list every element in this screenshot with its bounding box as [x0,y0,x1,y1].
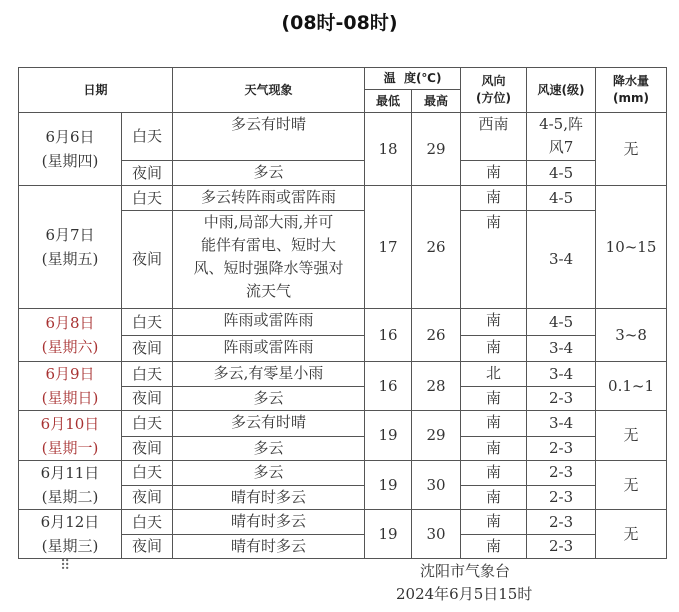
precipitation-cell: 0.1~1 [596,362,667,411]
header-weather: 天气现象 [173,68,365,113]
period-cell: 白天 [122,461,173,486]
wind-speed-cell: 2-3 [527,461,596,486]
table-row [19,186,667,211]
date-cell: 6月11日 (星期二) [19,461,122,510]
weather-cell: 阵雨或雷阵雨 [173,336,365,362]
wind-direction-cell: 南 [461,437,527,461]
low-temp-cell: 19 [365,510,412,559]
precipitation-cell: 3~8 [596,309,667,362]
period-cell: 夜间 [122,535,173,559]
date-cell: 6月7日 (星期五) [19,186,122,309]
period-cell: 夜间 [122,161,173,186]
wind-speed-cell: 2-3 [527,485,596,510]
header-low: 最低 [365,90,412,113]
precipitation-cell: 无 [596,113,667,186]
wind-direction-cell: 南 [461,161,527,186]
weather-cell: 中雨,局部大雨,并可 能伴有雷电、短时大 风、短时强降水等强对 流天气 [173,211,365,309]
wind-speed-cell: 2-3 [527,535,596,559]
wind-direction-cell: 南 [461,336,527,362]
table-row [19,362,667,387]
period-cell: 夜间 [122,336,173,362]
high-temp-cell: 26 [412,309,461,362]
low-temp-cell: 16 [365,362,412,411]
header-wind-direction: 风向 (方位) [461,68,527,113]
weather-cell: 晴有时多云 [173,535,365,559]
weather-cell: 多云有时晴 [173,113,365,161]
table-row [19,510,667,535]
weather-cell: 多云,有零星小雨 [173,362,365,387]
wind-speed-cell: 3-4 [527,362,596,387]
header-precipitation: 降水量 (mm) [596,68,667,113]
low-temp-cell: 19 [365,461,412,510]
precipitation-cell: 无 [596,461,667,510]
wind-direction-cell: 南 [461,485,527,510]
period-cell: 白天 [122,411,173,437]
high-temp-cell: 29 [412,411,461,461]
weather-cell: 多云 [173,437,365,461]
period-cell: 白天 [122,186,173,211]
wind-speed-cell: 2-3 [527,437,596,461]
wind-speed-cell: 3-4 [527,336,596,362]
wind-direction-cell: 南 [461,186,527,211]
wind-direction-cell: 南 [461,535,527,559]
precipitation-cell: 10~15 [596,186,667,309]
low-temp-cell: 17 [365,186,412,309]
table-row [19,113,667,161]
weather-cell: 多云 [173,161,365,186]
date-cell: 6月12日 (星期三) [19,510,122,559]
period-cell: 白天 [122,309,173,336]
low-temp-cell: 16 [365,309,412,362]
wind-speed-cell: 3-4 [527,411,596,437]
period-cell: 白天 [122,510,173,535]
date-cell: 6月10日 (星期一) [19,411,122,461]
period-cell: 夜间 [122,437,173,461]
precipitation-cell: 无 [596,510,667,559]
wind-speed-cell: 4-5 [527,161,596,186]
table-row [19,411,667,437]
period-cell: 夜间 [122,485,173,510]
header-wind-speed: 风速(级) [527,68,596,113]
wind-direction-cell: 西南 [461,113,527,161]
period-cell: 白天 [122,362,173,387]
table-row [19,309,667,336]
low-temp-cell: 18 [365,113,412,186]
header-date: 日期 [19,68,173,113]
precipitation-cell: 无 [596,411,667,461]
low-temp-cell: 19 [365,411,412,461]
weather-cell: 晴有时多云 [173,485,365,510]
wind-direction-cell: 南 [461,411,527,437]
wind-direction-cell: 南 [461,387,527,411]
period-cell: 夜间 [122,387,173,411]
wind-speed-cell: 4-5 [527,186,596,211]
drag-handle-icon[interactable]: ⠿ [60,558,71,574]
wind-direction-cell: 南 [461,309,527,336]
period-cell: 白天 [122,113,173,161]
issuer: 沈阳市气象台 [420,562,511,580]
high-temp-cell: 30 [412,461,461,510]
header-high: 最高 [412,90,461,113]
wind-direction-cell: 南 [461,211,527,309]
issue-time: 2024年6月5日15时 [396,585,533,603]
weather-cell: 多云 [173,461,365,486]
period-cell: 夜间 [122,211,173,309]
high-temp-cell: 28 [412,362,461,411]
weather-cell: 多云有时晴 [173,411,365,437]
high-temp-cell: 30 [412,510,461,559]
page-title: (08时-08时) [281,12,398,34]
wind-speed-cell: 4-5,阵 风7 [527,113,596,161]
high-temp-cell: 26 [412,186,461,309]
date-cell: 6月8日 (星期六) [19,309,122,362]
date-cell: 6月6日 (星期四) [19,113,122,186]
header-temperature: 温 度(℃) [365,68,461,90]
wind-direction-cell: 南 [461,510,527,535]
weather-cell: 多云 [173,387,365,411]
weather-cell: 阵雨或雷阵雨 [173,309,365,336]
weather-cell: 晴有时多云 [173,510,365,535]
wind-speed-cell: 3-4 [527,211,596,309]
wind-speed-cell: 2-3 [527,510,596,535]
date-cell: 6月9日 (星期日) [19,362,122,411]
wind-speed-cell: 2-3 [527,387,596,411]
weather-cell: 多云转阵雨或雷阵雨 [173,186,365,211]
wind-speed-cell: 4-5 [527,309,596,336]
high-temp-cell: 29 [412,113,461,186]
wind-direction-cell: 南 [461,461,527,486]
wind-direction-cell: 北 [461,362,527,387]
table-row [19,461,667,486]
forecast-table [18,67,667,559]
